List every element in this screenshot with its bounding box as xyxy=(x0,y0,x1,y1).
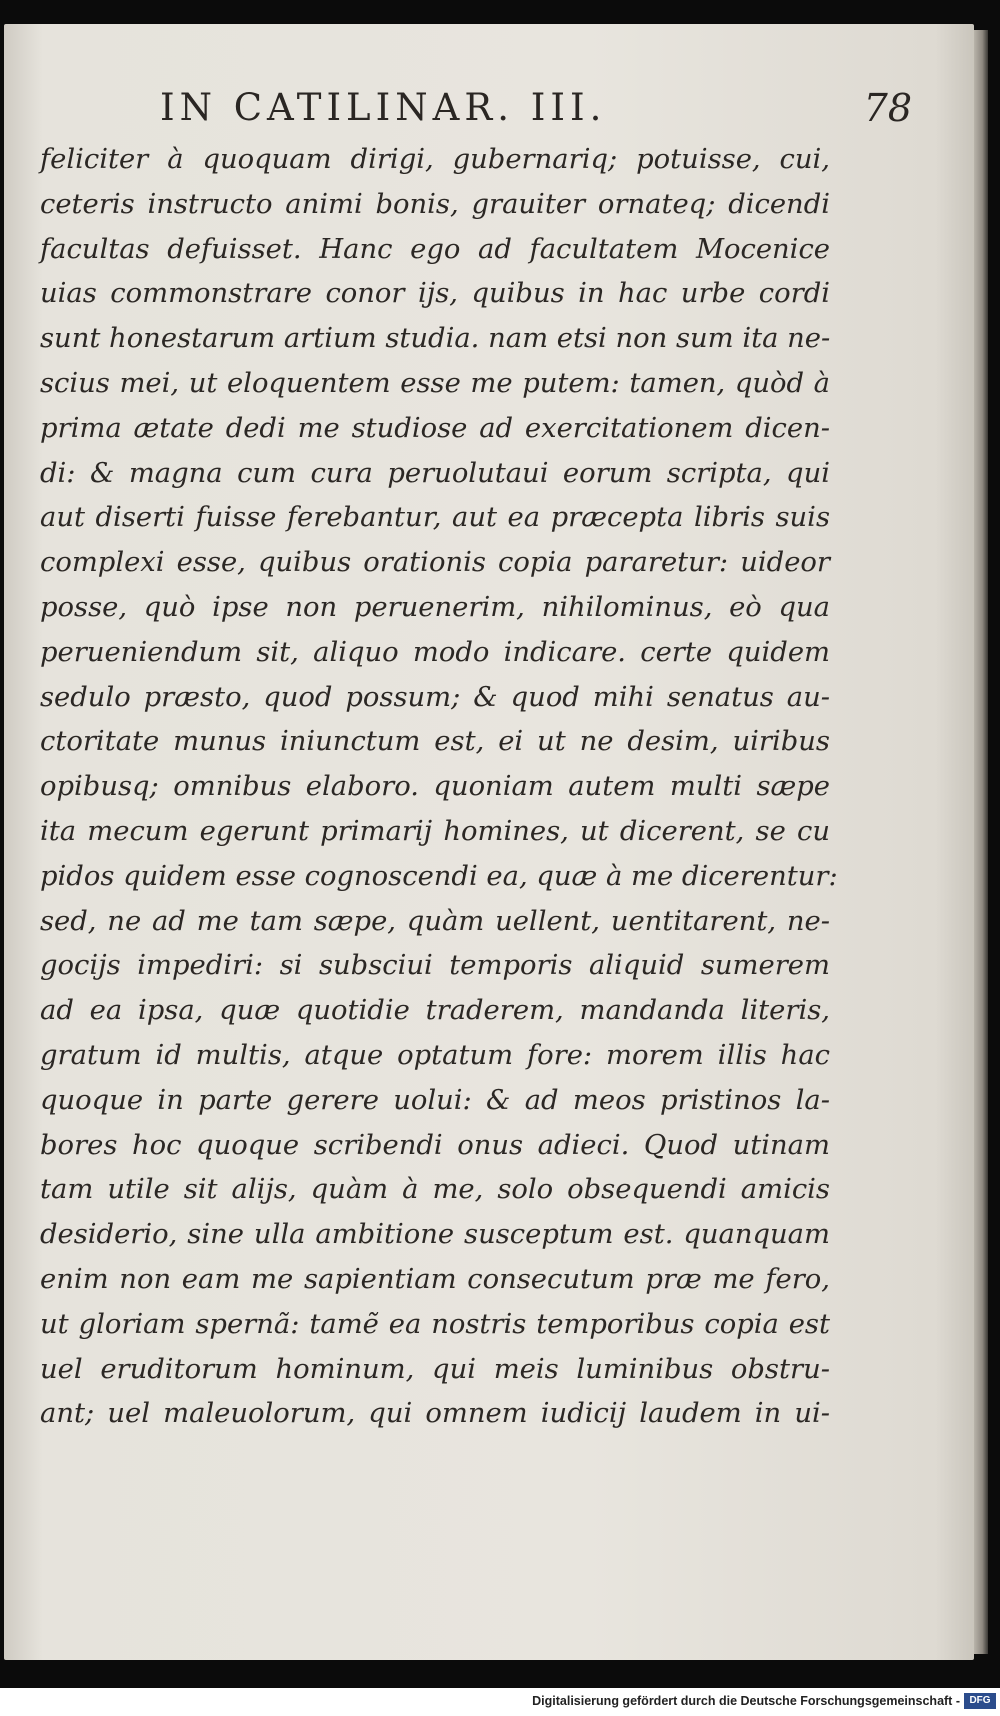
text-line: ceteris instructo animi bonis, grauiter ornateq; dicendi xyxy=(40,188,830,220)
text-line: pidos quidem esse cognoscendi ea, quæ à me dicerentur: xyxy=(40,860,838,892)
body-text xyxy=(40,138,838,1437)
text-line: quoque in parte gerere uolui: & ad meos pristinos la- xyxy=(40,1084,830,1116)
dfg-logo: DFG xyxy=(964,1693,996,1709)
text-line: facultas defuisset. Hanc ego ad facultatem Mocenice xyxy=(40,233,830,265)
running-head xyxy=(160,86,920,136)
text-line: perueniendum sit, aliquo modo indicare. certe quidem xyxy=(40,636,830,668)
text-line: desiderio, sine ulla ambitione susceptum est. quanquam xyxy=(40,1219,830,1251)
text-line: ita mecum egerunt primarij homines, ut dicerent, se cu xyxy=(40,815,830,847)
text-line: aut diserti fuisse ferebantur, aut ea præcepta libris suis xyxy=(40,502,830,534)
text-line: sedulo præsto, quod possum; & quod mihi senatus au- xyxy=(40,681,830,713)
text-line: sed, ne ad me tam sæpe, quàm uellent, uentitarent, ne- xyxy=(40,905,830,937)
text-line: sunt honestarum artium studia. nam etsi non sum ita ne- xyxy=(40,323,831,355)
text-line: enim non eam me sapientiam consecutum præ me fero, xyxy=(40,1263,830,1295)
text-line: posse, quò ipse non peruenerim, nihilominus, eò qua xyxy=(40,591,830,623)
text-line: gratum id multis, atque optatum fore: morem illis hac xyxy=(40,1039,830,1071)
running-title: IN CATILINAR. III. xyxy=(160,86,607,129)
text-line: scius mei, ut eloquentem esse me putem: tamen, quòd à xyxy=(40,367,830,399)
text-line: uias commonstrare conor ijs, quibus in hac urbe cordi xyxy=(40,278,830,310)
text-line: opibusq; omnibus elaboro. quoniam autem multi sæpe xyxy=(40,771,830,803)
text-line: bores hoc quoque scribendi onus adieci. Quod utinam xyxy=(40,1129,830,1161)
text-line: ctoritate munus iniunctum est, ei ut ne desim, uiribus xyxy=(40,726,830,758)
footer-credit: Digitalisierung gefördert durch die Deutsche Forschungsgemeinschaft - xyxy=(532,1694,960,1708)
text-line: complexi esse, quibus orationis copia pararetur: uideor xyxy=(40,547,830,579)
footer-bar xyxy=(0,1688,1000,1716)
text-line: gocijs impediri: si subsciui temporis aliquid sumerem xyxy=(40,950,830,982)
text-line: ad ea ipsa, quæ quotidie traderem, mandanda literis, xyxy=(40,995,830,1027)
text-line: ut gloriam spernã: tamẽ ea nostris temporibus copia est xyxy=(40,1308,830,1340)
text-line: prima ætate dedi me studiose ad exercitationem dicen- xyxy=(40,412,830,444)
text-line: ant; uel maleuolorum, qui omnem iudicij laudem in ui- xyxy=(40,1398,830,1430)
page-number: 78 xyxy=(863,86,912,130)
text-line: feliciter à quoquam dirigi, gubernariq; potuisse, cui, xyxy=(40,144,830,175)
text-line: di: & magna cum cura peruolutaui eorum scripta, qui xyxy=(40,457,830,489)
text-line: tam utile sit alijs, quàm à me, solo obsequendi amicis xyxy=(40,1174,830,1206)
text-line: uel eruditorum hominum, qui meis luminibus obstru- xyxy=(40,1353,830,1385)
page-edge xyxy=(974,30,988,1654)
